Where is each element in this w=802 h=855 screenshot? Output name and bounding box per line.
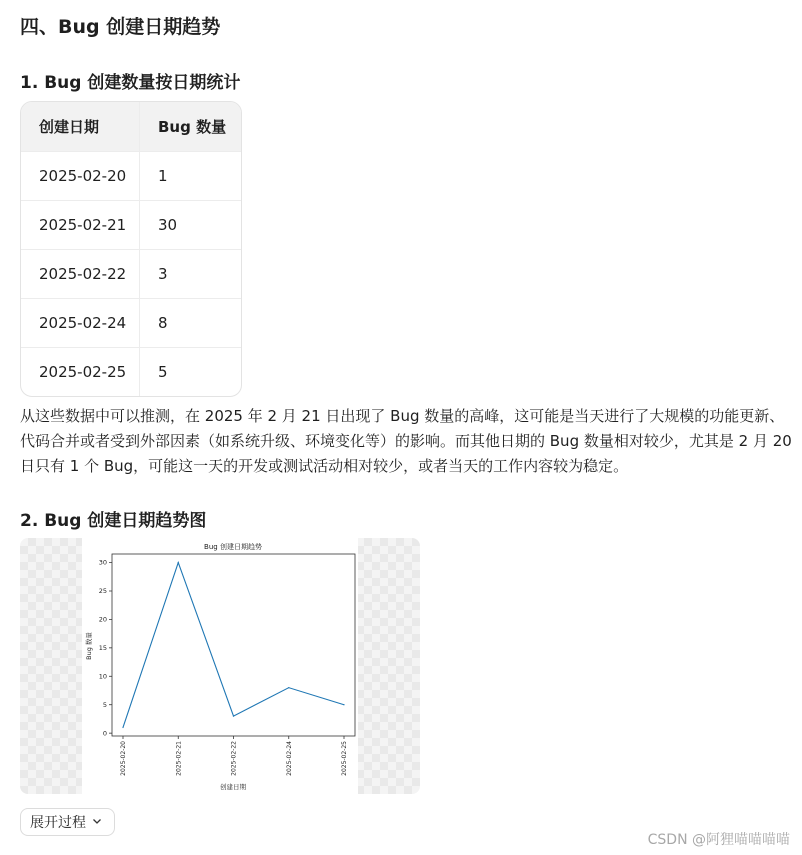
data-point — [122, 727, 123, 728]
table-cell-date: 2025-02-25 — [21, 348, 140, 397]
y-tick-label: 10 — [98, 672, 107, 681]
section-title: 四、Bug 创建日期趋势 — [20, 16, 221, 38]
data-point — [288, 687, 289, 688]
chart-title: Bug 创建日期趋势 — [204, 543, 262, 551]
table-cell-date: 2025-02-22 — [21, 250, 140, 299]
y-tick-label: 25 — [98, 587, 107, 596]
table-cell-count: 5 — [158, 363, 168, 381]
table-row — [21, 348, 241, 397]
x-axis-label: 创建日期 — [220, 783, 246, 791]
table-cell-count: 1 — [140, 152, 242, 201]
table-row — [21, 152, 241, 201]
table-row — [21, 201, 241, 250]
chevron-down-icon — [92, 814, 102, 830]
y-tick-label: 20 — [98, 615, 107, 624]
expand-process-button[interactable] — [20, 808, 115, 836]
x-tick-label: 2025-02-24 — [285, 741, 293, 776]
analysis-paragraph: 从这些数据中可以推测，在 2025 年 2 月 21 日出现了 Bug 数量的高峰，这可能是当天进行了大规模的功能更新、代码合并或者受到外部因素（如系统升级、环境变化等）的影响。而其他日期的 Bug 数量相对较少，尤其是 2 月 20 日只有 1 个 Bug，可能这一天的开发或测试活动相对较少，或者当天的工作内容较为稳定。 — [20, 407, 792, 475]
table-row — [21, 250, 241, 299]
y-tick-label: 0 — [102, 729, 107, 738]
table-cell-date: 2025-02-24 — [21, 299, 140, 348]
x-tick-label: 2025-02-20 — [120, 741, 127, 776]
y-tick-label: 30 — [98, 558, 107, 567]
trend-chart-image — [20, 538, 420, 794]
subsection-title-chart: 2. Bug 创建日期趋势图 — [20, 511, 207, 531]
y-axis-label: Bug 数量 — [85, 632, 93, 660]
subsection-title-table: 1. Bug 创建数量按日期统计 — [20, 73, 241, 93]
column-header-date: 创建日期 — [21, 102, 140, 152]
table-row — [21, 299, 241, 348]
data-point — [178, 562, 179, 563]
watermark: CSDN @阿狸喵喵喵喵 — [647, 832, 790, 848]
table-cell-date: 2025-02-20 — [21, 152, 140, 201]
table-header-row — [21, 102, 241, 152]
column-header-count: Bug 数量 — [140, 102, 242, 152]
x-tick-label: 2025-02-25 — [341, 741, 348, 776]
y-tick-label: 5 — [102, 700, 107, 709]
expand-process-label: 展开过程 — [30, 815, 86, 831]
table-cell-count: 3 — [140, 250, 242, 299]
bug-count-table — [20, 101, 242, 397]
data-point — [233, 715, 234, 716]
y-tick-label: 15 — [98, 644, 107, 653]
table-cell-count: 30 — [140, 201, 242, 250]
data-point — [343, 704, 344, 705]
x-tick-label: 2025-02-21 — [175, 741, 183, 776]
trend-chart — [82, 538, 358, 794]
table-cell-count: 8 — [140, 299, 242, 348]
table-cell-date: 2025-02-21 — [21, 201, 140, 250]
x-tick-label: 2025-02-22 — [230, 741, 238, 776]
